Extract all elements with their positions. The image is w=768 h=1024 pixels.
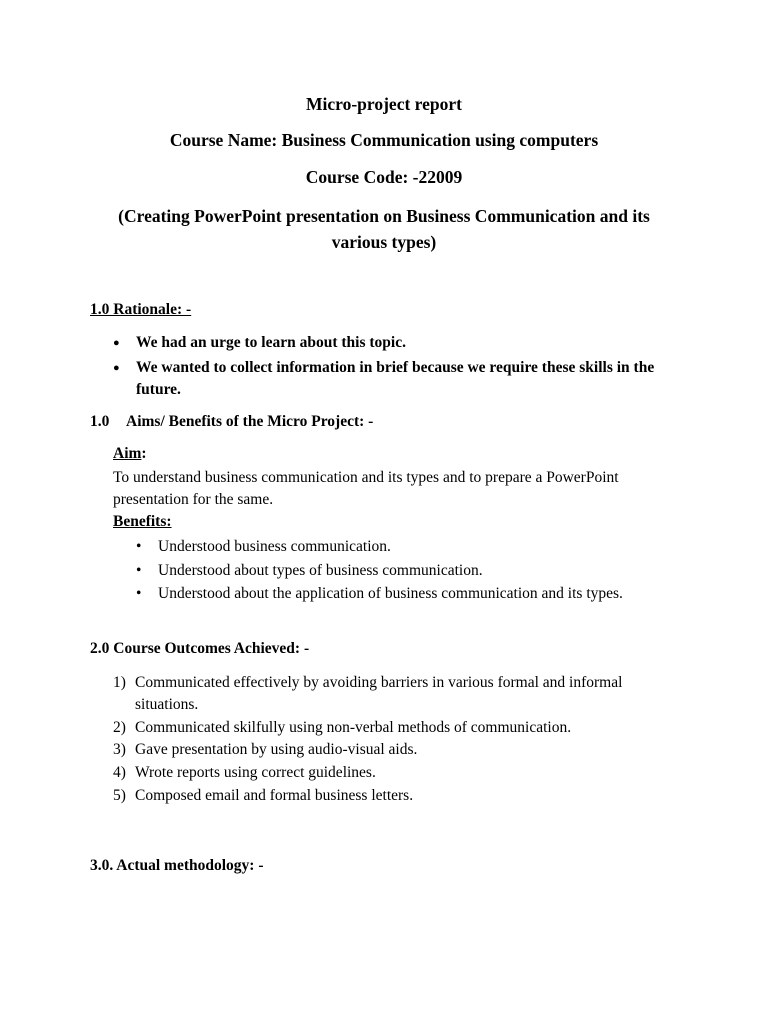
course-name: Course Name: Business Communication using computers bbox=[169, 130, 599, 150]
bullet-icon: ● bbox=[113, 337, 120, 349]
project-subtitle bbox=[100, 203, 668, 255]
outcome-text: Communicated effectively by avoiding barriers in various formal and informal situations. bbox=[135, 674, 623, 713]
outcome-text: Wrote reports using correct guidelines. bbox=[135, 764, 376, 781]
aims-heading: Aims/ Benefits of the Micro Project: - bbox=[126, 413, 374, 430]
outcome-number: 5) bbox=[113, 787, 126, 804]
outcome-number: 2) bbox=[113, 719, 126, 736]
course-code: Course Code: -22009 bbox=[305, 167, 463, 187]
bullet-icon: • bbox=[136, 562, 142, 579]
aim-label-row bbox=[113, 445, 147, 463]
project-subtitle-text: (Creating PowerPoint presentation on Business Communication and its various types) bbox=[118, 206, 650, 252]
report-title: Micro-project report bbox=[306, 94, 462, 114]
benefit-item-text: Understood business communication. bbox=[158, 538, 391, 555]
methodology-heading: 3.0. Actual methodology: - bbox=[90, 857, 264, 874]
bullet-icon: • bbox=[136, 538, 142, 555]
benefits-label: Benefits: bbox=[113, 513, 172, 530]
outcome-number: 4) bbox=[113, 764, 126, 781]
outcome-number: 1) bbox=[113, 674, 126, 691]
outcomes-heading: 2.0 Course Outcomes Achieved: - bbox=[90, 640, 310, 657]
benefit-item-text: Understood about the application of business communication and its types. bbox=[158, 585, 623, 602]
bullet-icon: • bbox=[136, 585, 142, 602]
benefit-item-text: Understood about types of business communication. bbox=[158, 562, 483, 579]
rationale-item-text: We wanted to collect information in brief because we require these skills in the future. bbox=[136, 359, 655, 398]
aim-colon: : bbox=[141, 445, 147, 462]
aim-label: Aim bbox=[113, 445, 142, 462]
outcome-text: Gave presentation by using audio-visual aids. bbox=[135, 741, 418, 758]
outcome-number: 3) bbox=[113, 741, 126, 758]
aims-heading-number: 1.0 bbox=[90, 413, 110, 430]
rationale-item-text: We had an urge to learn about this topic. bbox=[136, 334, 406, 351]
aim-text: To understand business communication and its types and to prepare a PowerPoint presentation for the same. bbox=[113, 469, 619, 508]
outcome-text: Communicated skilfully using non-verbal methods of communication. bbox=[135, 719, 572, 736]
rationale-heading: 1.0 Rationale: - bbox=[90, 301, 192, 318]
bullet-icon: ● bbox=[113, 362, 120, 374]
outcome-text: Composed email and formal business letters. bbox=[135, 787, 414, 804]
